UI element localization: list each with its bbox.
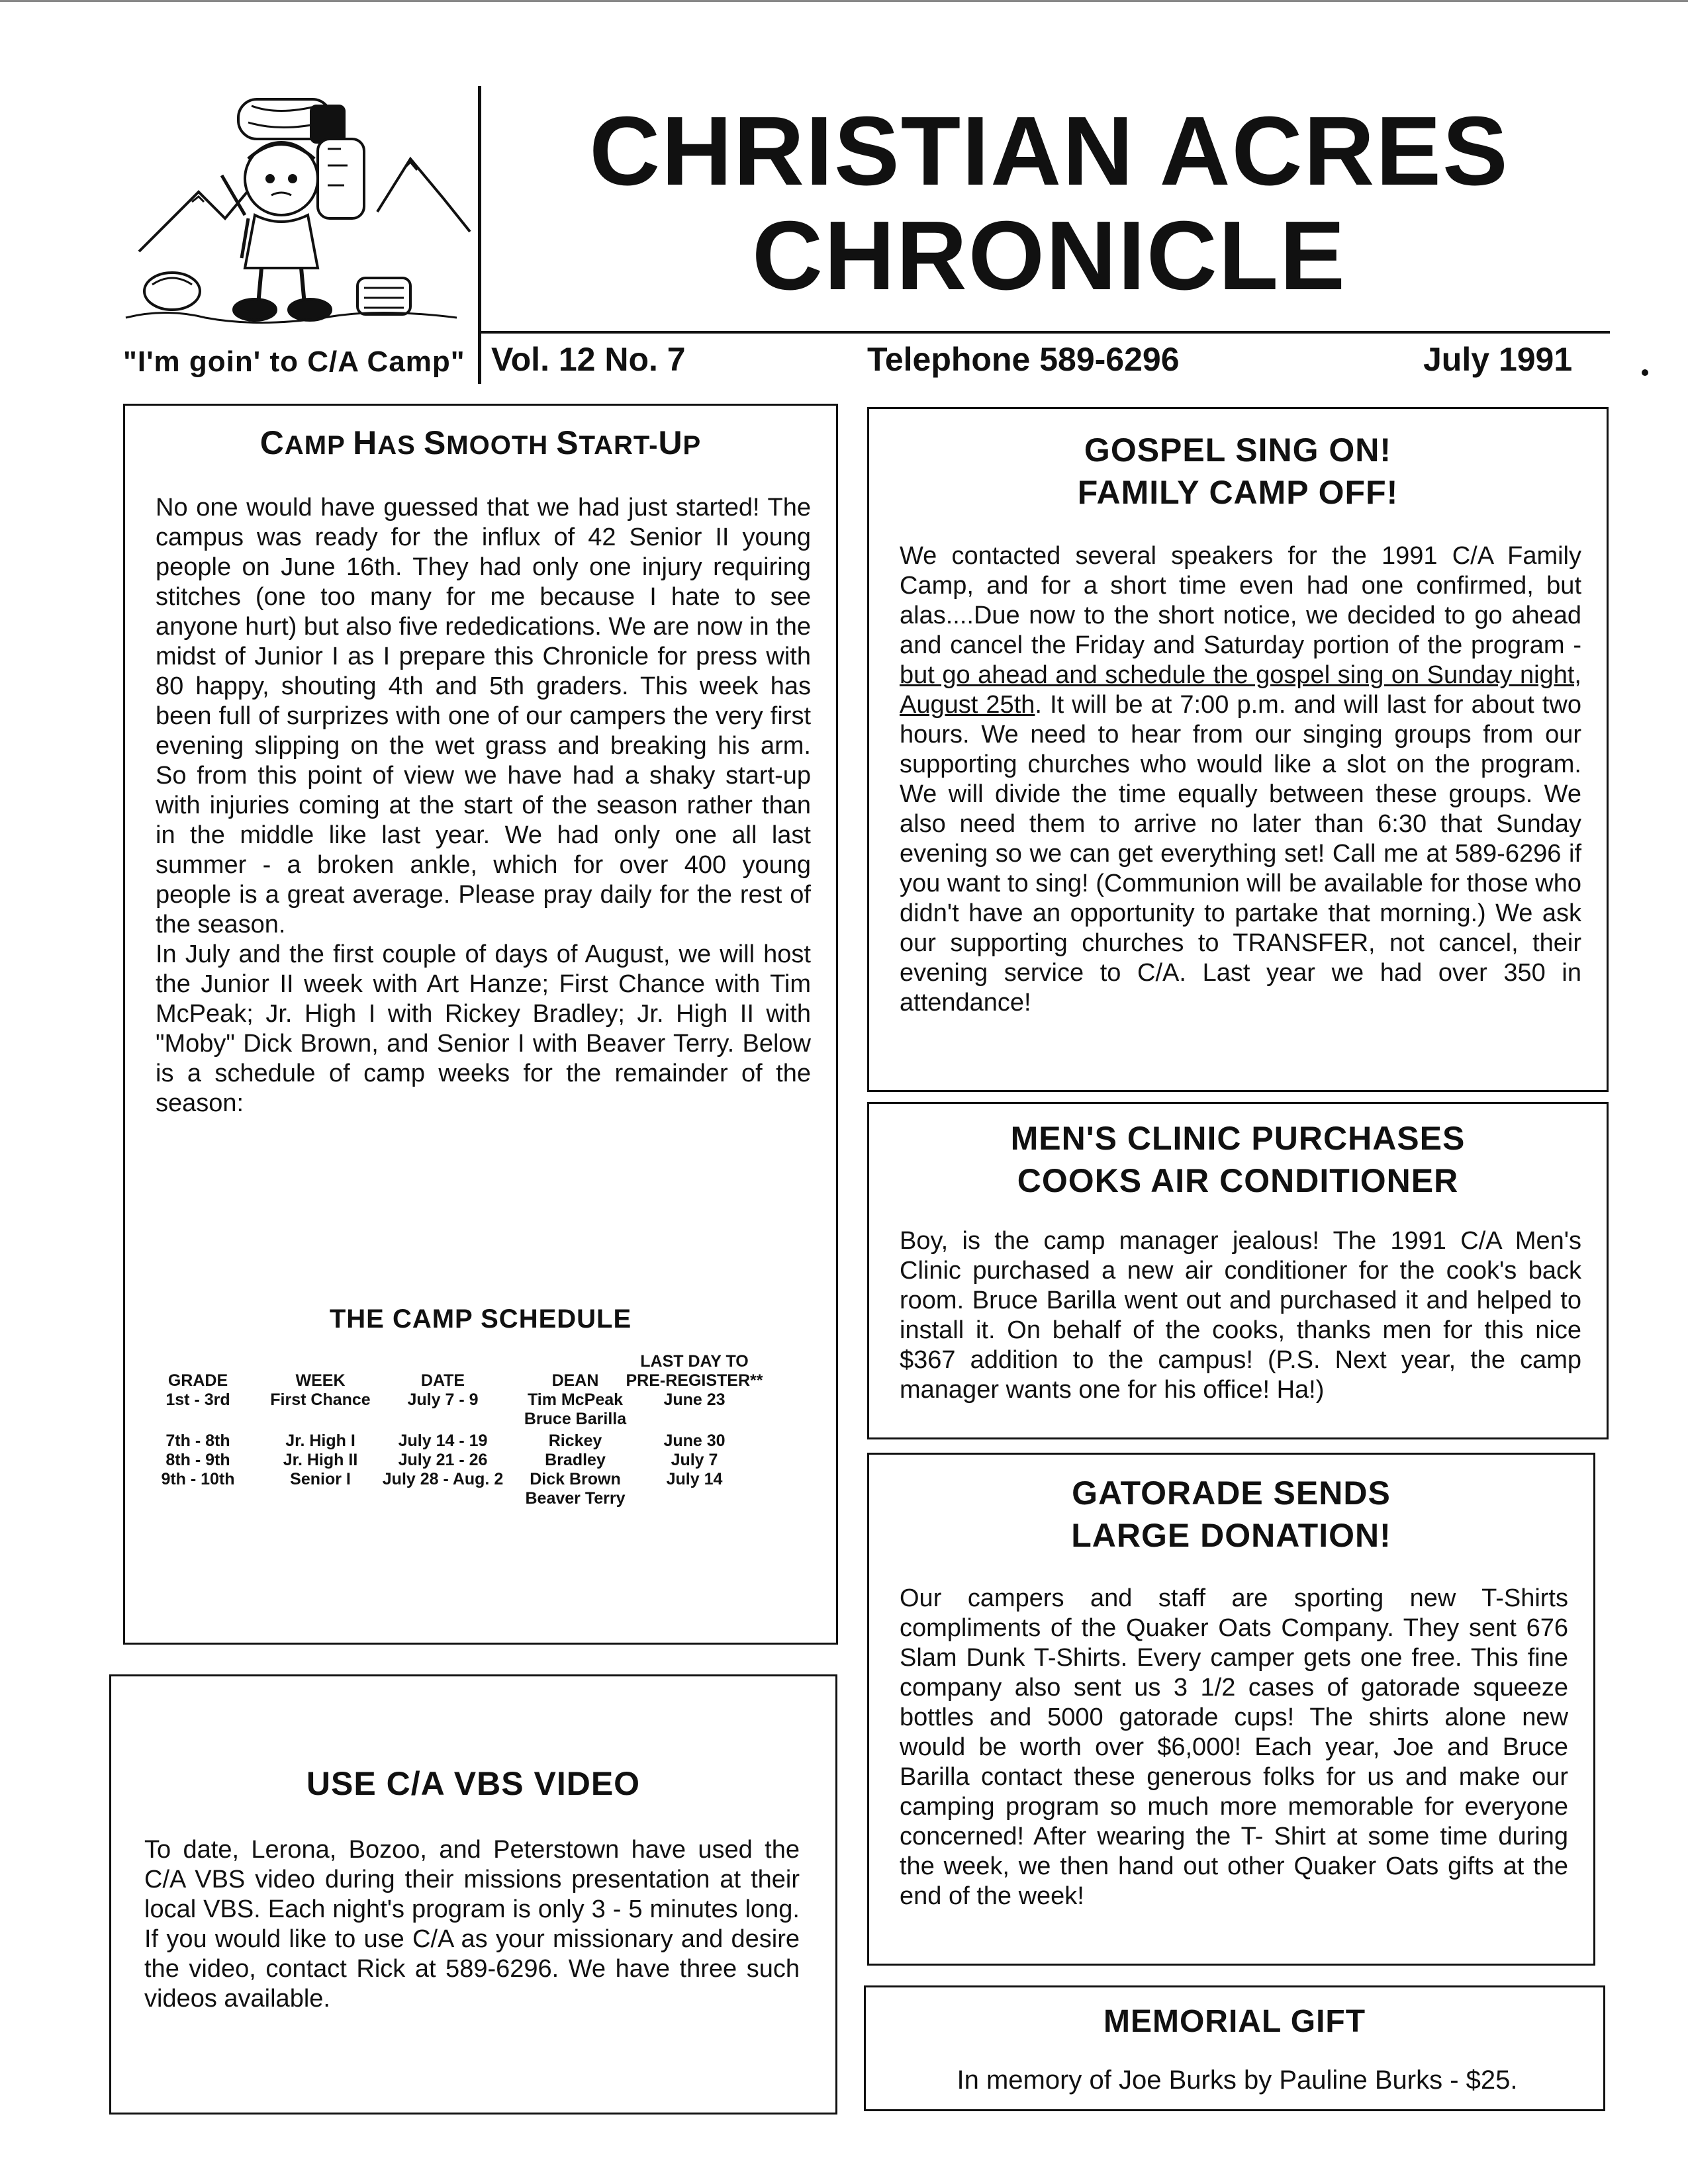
article-title: MEMORIAL GIFT	[1103, 2004, 1366, 2039]
underlined-text: but go ahead and schedule the gospel sing on Sunday night, August 25th	[900, 661, 1581, 719]
article-vbs-video	[109, 1674, 837, 2115]
header-week: WEEK	[295, 1371, 346, 1390]
volume-number: Vol. 12 No. 7	[491, 341, 686, 378]
article-title: USE C/A VBS VIDEO	[306, 1765, 641, 1802]
article-memorial-gift	[864, 1985, 1605, 2111]
header-last-day-2: PRE-REGISTER**	[626, 1371, 763, 1390]
masthead-divider	[478, 86, 481, 384]
telephone: Telephone 589-6296	[867, 341, 1180, 378]
article-body: No one would have guessed that we had just started! The campus was ready for the influx of 42 Senior II young people on June 16th. They had only one injury requiring stitches (one too many for me because I hate to see anyone hurt) but also five rededications. We are now in the midst of Junior I as I prepare this Chronicle for press with 80 happy, shouting 4th and 5th graders. This week has been full of surprizes with one of our campers the very first evening slipping on the wet grass and breaking his arm. So from this point of view we have had a shaky start-up with injuries coming at the start of the season rather than in the middle like last year. We had only one all last summer - a broken ankle, which for over 400 young people is a great average. Please pray daily for the rest of the season. In July and the first couple of days of August, we will host the Junior II week with Art Hanze; First Chance with Tim McPeak; Jr. High I with Rickey Bradley; Jr. High II with "Moby" Dick Brown, and Senior I with Beaver Terry. Below is a schedule of camp weeks for the remainder of the season:	[156, 494, 811, 1117]
schedule-title: THE CAMP SCHEDULE	[329, 1304, 632, 1334]
article-title: GATORADE SENDS LARGE DONATION!	[1071, 1475, 1391, 1554]
header-date: DATE	[420, 1371, 465, 1390]
article-body: We contacted several speakers for the 1991 C/A Family Camp, and for a short time even had one confirmed, but alas....Due now to the short notice, we decided to go ahead and cancel the Friday and Saturday portion of the program - but go ahead and schedule the gospel sing on Sunday night, August 25th. It will be at 7:00 p.m. and will last for about two hours. We need to hear from our singing groups from our supporting churches who would like a slot on the program. We will divide the time equally between these groups. We also need them to arrive no later than 6:30 that Sunday evening so we can get everything set! Call me at 589-6296 if you want to sing! (Communion will be available for those who didn't have an opportunity to partake that morning.) We ask our supporting churches to TRANSFER, not cancel, their evening service to C/A. Last year we had over 350 in attendance!	[900, 542, 1581, 1017]
motto: "I'm goin' to C/A Camp"	[123, 345, 465, 378]
stray-dot	[1642, 369, 1648, 376]
masthead-rule	[478, 331, 1610, 334]
article-gatorade-donation	[867, 1453, 1595, 1966]
article-title: GOSPEL SING ON! FAMILY CAMP OFF!	[1077, 432, 1399, 511]
article-title: MEN'S CLINIC PURCHASES COOKS AIR CONDITIONER	[1010, 1120, 1466, 1199]
title-line-1: CHRISTIAN ACRES	[589, 97, 1509, 206]
article-body: Boy, is the camp manager jealous! The 1991 C/A Men's Clinic purchased a new air conditioner for the cook's back room. Bruce Barilla went out and purchased it and helped to install it. On behalf of the cooks, thanks men for this nice $367 addition to the campus! (P.S. Next year, the camp manager wants one for his office! Ha!)	[900, 1227, 1581, 1404]
article-mens-clinic	[867, 1102, 1609, 1439]
article-camp-startup: CAMP HAS SMOOTH START-UP No one would have guessed that we had just started! The campus was ready for the influx of 42 Senior II young people on June 16th. They had only one injury requiring stitches (one too many for me because I hate to see anyone hurt) but also five rededications. We are now in the midst of Junior I as I prepare this Chronicle for press with 80 happy, shouting 4th and 5th graders. This week has been full of surprizes with one of our campers the very first evening slipping on the wet grass and breaking his arm. So from this point of view we have had a shaky start-up with injuries coming at the start of the season rather than in the middle like last year. We had only one all last summer - a broken ankle, which for over 400 young people is a great average. Please pray daily for the rest of the season. In July and the first couple of days of August, we will host the Junior II week with Art Hanze; First Chance with Tim McPeak; Jr. High I with Rickey Bradley; Jr. High II with "Moby" Dick Brown, and Senior I with Beaver Terry. Below is a schedule of camp weeks for the remainder of the season: THE CAMP SCHEDULE LAST DAY TO GRADE WEEK DATE DEAN PRE-REGISTER** 1st - 3rd First Chance July 7 - 9 Tim McPeak June 23 Bruce Barilla 7th - 8th Jr. High I July 14 - 19 Rickey June 30 8th - 9th Jr. High II July 21 - 26 Bradley July 7 9th - 10th Senior I July 28 - Aug. 2 Dick Brown July 14 Beaver Terry	[123, 404, 838, 1645]
header-dean: DEAN	[551, 1371, 599, 1390]
header-grade: GRADE	[167, 1371, 228, 1390]
article-body: Our campers and staff are sporting new T-Shirts compliments of the Quaker Oats Company. They sent 676 Slam Dunk T-Shirts. Every camper gets one free. This fine company also sent us 3 1/2 cases of gatorade squeeze bottles and 5000 gatorade cups! The shirts alone new would be worth over $6,000! Each year, Joe and Bruce Barilla contact these generous folks for us and make our camping program so much more memorable for everyone concerned! After wearing the T- Shirt at some time during the week, we then hand out other Quaker Oats gifts at the end of the week!	[900, 1584, 1568, 1910]
top-rule	[0, 0, 1688, 2]
article-title: CAMP HAS SMOOTH START-UP	[259, 424, 702, 461]
article-gospel-sing	[867, 407, 1609, 1092]
article-body: In memory of Joe Burks by Pauline Burks - $25.	[957, 2066, 1518, 2095]
newsletter-title	[483, 99, 1615, 308]
issue-date: July 1991	[1423, 341, 1573, 378]
camper-logo-icon	[113, 86, 483, 338]
header-last-day-1: LAST DAY TO	[640, 1352, 749, 1371]
article-body: To date, Lerona, Bozoo, and Peterstown have used the C/A VBS video during their missions presentation at their local VBS. Each night's program is only 3 - 5 minutes long. If you would like to use C/A as your missionary and desire the video, contact Rick at 589-6296. We have three such videos available.	[144, 1836, 800, 2013]
title-line-2: CHRONICLE	[752, 201, 1346, 310]
